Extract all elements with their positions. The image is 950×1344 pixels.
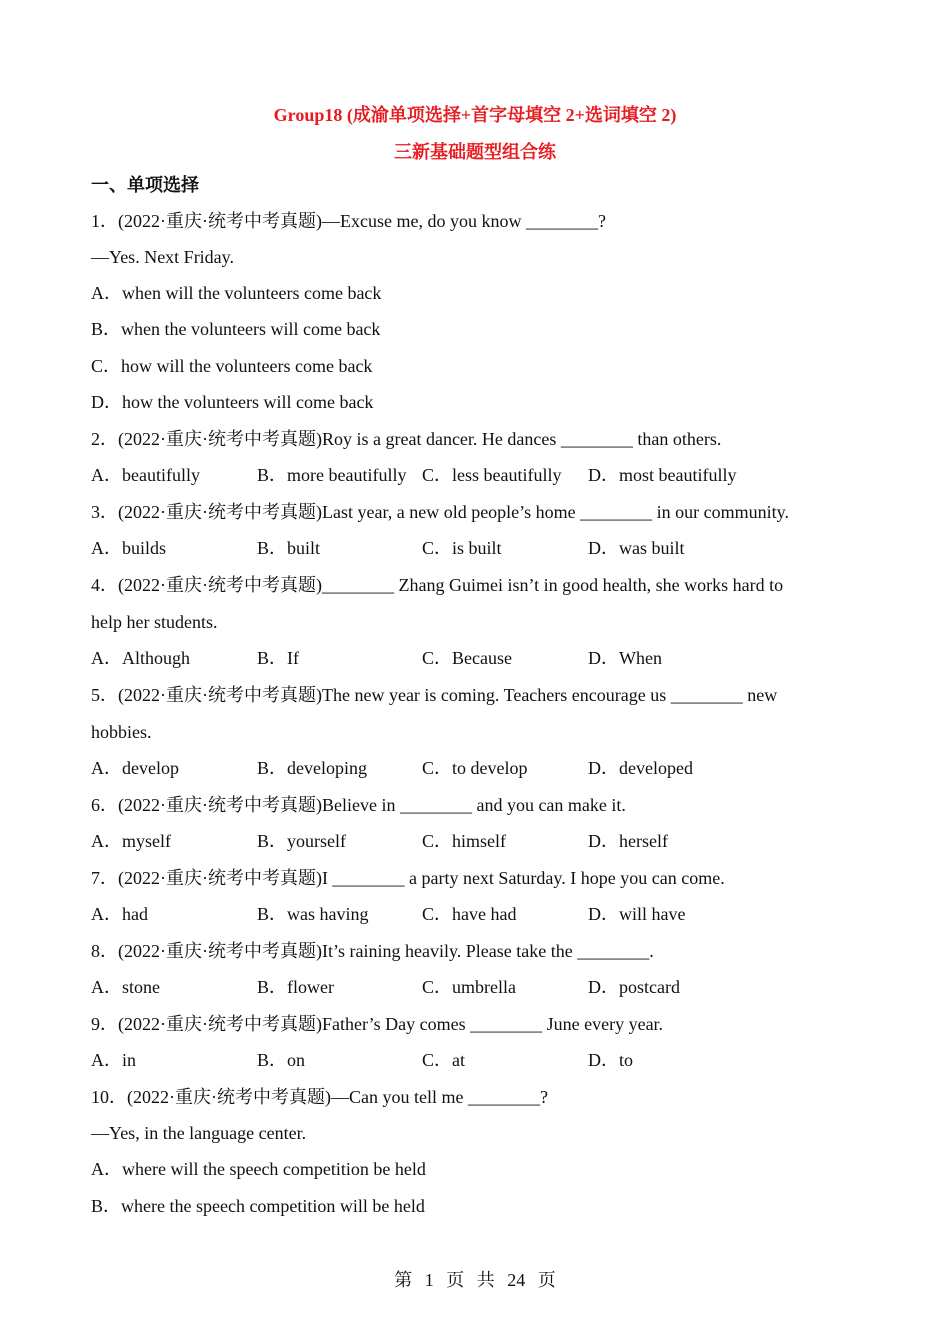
footer-ye2: 页	[537, 1270, 556, 1290]
section-heading: 一、单项选择	[91, 175, 199, 195]
option-b: B．flower	[257, 977, 334, 997]
footer-gong: 共	[476, 1270, 495, 1290]
option-a: A．builds	[91, 538, 167, 558]
question-stem: 2．(2022·重庆·统考中考真题)Roy is a great dancer. He dances ________ than others.	[91, 429, 722, 449]
question-stem: 5．(2022·重庆·统考中考真题)The new year is coming. Teachers encourage us ________ new	[91, 685, 778, 705]
option-d: D．developed	[588, 758, 693, 778]
page-number: 1	[424, 1270, 434, 1290]
option-b: B．was having	[257, 904, 369, 924]
option-a: A．had	[91, 904, 148, 924]
document-title: Group18 (成渝单项选择+首字母填空 2+选词填空 2)	[273, 105, 677, 125]
option-b: B．when the volunteers will come back	[91, 319, 381, 339]
option-c: C．umbrella	[422, 977, 516, 997]
option-c: C．how will the volunteers come back	[91, 356, 373, 376]
option-b: B．yourself	[257, 831, 346, 851]
option-c: C．himself	[422, 831, 506, 851]
question-stem: 4．(2022·重庆·统考中考真题)________ Zhang Guimei isn’t in good health, she works hard to	[91, 575, 784, 595]
option-d: D．was built	[588, 538, 685, 558]
option-a: A．develop	[91, 758, 179, 778]
option-d: D．most beautifully	[588, 465, 737, 485]
option-a: A．beautifully	[91, 465, 200, 485]
option-d: D．herself	[588, 831, 668, 851]
option-a: A．where will the speech competition be held	[91, 1159, 426, 1179]
question-stem: 7．(2022·重庆·统考中考真题)I ________ a party next Saturday. I hope you can come.	[91, 868, 725, 888]
option-b: B．where the speech competition will be held	[91, 1196, 425, 1216]
answer-line: —Yes, in the language center.	[91, 1123, 307, 1143]
option-b: B．If	[257, 648, 299, 668]
option-a: A．Although	[91, 648, 190, 668]
option-d: D．When	[588, 648, 662, 668]
option-c: C．Because	[422, 648, 512, 668]
option-c: C．less beautifully	[422, 465, 562, 485]
document-subtitle: 三新基础题型组合练	[394, 142, 556, 162]
question-stem: 3．(2022·重庆·统考中考真题)Last year, a new old people’s home ________ in our community.	[91, 502, 789, 522]
option-a: A．myself	[91, 831, 171, 851]
option-d: D．how the volunteers will come back	[91, 392, 374, 412]
option-c: C．is built	[422, 538, 502, 558]
total-pages: 24	[507, 1270, 526, 1290]
page-footer	[0, 1266, 950, 1292]
option-d: D．postcard	[588, 977, 680, 997]
question-stem: 9．(2022·重庆·统考中考真题)Father’s Day comes ________ June every year.	[91, 1014, 664, 1034]
question-stem: 1．(2022·重庆·统考中考真题)—Excuse me, do you know ________?	[91, 211, 606, 231]
option-c: C．at	[422, 1050, 465, 1070]
question-stem: 6．(2022·重庆·统考中考真题)Believe in ________ and you can make it.	[91, 795, 626, 815]
option-a: A．in	[91, 1050, 136, 1070]
question-stem-continuation: help her students.	[91, 612, 218, 632]
footer-di: 第	[394, 1270, 413, 1290]
option-d: D．to	[588, 1050, 633, 1070]
option-b: B．developing	[257, 758, 367, 778]
question-stem: 8．(2022·重庆·统考中考真题)It’s raining heavily. Please take the ________.	[91, 941, 654, 961]
question-stem-continuation: hobbies.	[91, 722, 152, 742]
option-c: C．have had	[422, 904, 517, 924]
option-b: B．on	[257, 1050, 306, 1070]
option-b: B．more beautifully	[257, 465, 407, 485]
question-stem: 10．(2022·重庆·统考中考真题)—Can you tell me ________?	[91, 1087, 548, 1107]
option-a: A．stone	[91, 977, 160, 997]
option-a: A．when will the volunteers come back	[91, 283, 382, 303]
option-d: D．will have	[588, 904, 686, 924]
option-c: C．to develop	[422, 758, 528, 778]
answer-line: —Yes. Next Friday.	[91, 247, 235, 267]
footer-ye: 页	[446, 1270, 465, 1290]
option-b: B．built	[257, 538, 321, 558]
